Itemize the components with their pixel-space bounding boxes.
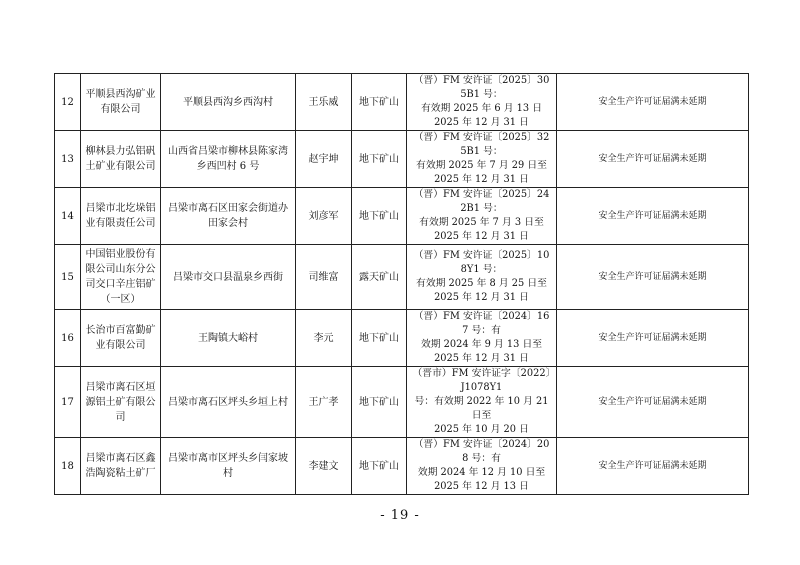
company-address: 吕梁市离市区坪头乡闫家坡村 [161, 438, 296, 495]
row-number: 15 [55, 245, 81, 310]
permit-info [407, 188, 557, 245]
permit-info-line: 2025 年 12 月 31 日 [434, 174, 529, 185]
permit-info-line: （晋市）FM 安许证字〔2022〕J1078Y1 [412, 368, 551, 393]
permit-info [407, 367, 557, 438]
row-number: 14 [55, 188, 81, 245]
permit-info-line: （晋）FM 安许证〔2025〕325B1 号： [413, 132, 550, 157]
permit-status: 安全生产许可证届满未延期 [557, 74, 749, 131]
table-row [55, 131, 749, 188]
mine-type: 地下矿山 [352, 188, 407, 245]
mine-type: 地下矿山 [352, 438, 407, 495]
company-name: 吕梁市离石区垣源铝土矿有限公司 [81, 367, 161, 438]
company-name: 平顺县西沟矿业有限公司 [81, 74, 161, 131]
permit-info-line: （晋）FM 安许证〔2025〕108Y1 号： [413, 250, 550, 275]
permit-info-line: （晋）FM 安许证〔2024〕167 号：有 [413, 311, 550, 336]
permit-info-line: 效期 2024 年 9 月 13 日至 [420, 339, 543, 350]
row-number: 13 [55, 131, 81, 188]
permit-info-line: （晋）FM 安许证〔2024〕208 号：有 [413, 439, 550, 464]
row-number: 17 [55, 367, 81, 438]
table-row [55, 367, 749, 438]
row-number: 16 [55, 310, 81, 367]
permit-info-line: 有效期 2025 年 8 月 25 日至 [416, 278, 547, 289]
table-row [55, 74, 749, 131]
legal-representative: 李元 [296, 310, 352, 367]
permit-info-line: 2025 年 12 月 31 日 [434, 231, 529, 242]
company-address: 吕梁市离石区坪头乡垣上村 [161, 367, 296, 438]
table-row [55, 245, 749, 310]
permit-info-line: 2025 年 12 月 31 日 [434, 292, 529, 303]
permit-info-line: 有效期 2025 年 7 月 3 日至 [419, 217, 544, 228]
mine-type: 地下矿山 [352, 310, 407, 367]
legal-representative: 李建文 [296, 438, 352, 495]
permit-info [407, 131, 557, 188]
permit-table [54, 73, 749, 495]
permit-status: 安全生产许可证届满未延期 [557, 438, 749, 495]
company-name: 中国铝业股份有限公司山东分公司交口辛庄铝矿（一区） [81, 245, 161, 310]
company-name: 长治市百富勤矿业有限公司 [81, 310, 161, 367]
permit-info-line: 有效期 2025 年 6 月 13 日 [420, 103, 543, 114]
permit-status: 安全生产许可证届满未延期 [557, 310, 749, 367]
legal-representative: 赵宇坤 [296, 131, 352, 188]
legal-representative: 王乐威 [296, 74, 352, 131]
table-row [55, 310, 749, 367]
company-address: 山西省吕梁市柳林县陈家湾乡西凹村 6 号 [161, 131, 296, 188]
legal-representative: 司维富 [296, 245, 352, 310]
permit-status: 安全生产许可证届满未延期 [557, 367, 749, 438]
permit-info-line: 2025 年 12 月 31 日 [434, 353, 529, 364]
permit-status: 安全生产许可证届满未延期 [557, 245, 749, 310]
permit-info [407, 310, 557, 367]
permit-info [407, 74, 557, 131]
company-name: 柳林县力弘铝矾土矿业有限公司 [81, 131, 161, 188]
company-address: 吕梁市交口县温泉乡西街 [161, 245, 296, 310]
mine-type: 地下矿山 [352, 74, 407, 131]
permit-info [407, 438, 557, 495]
table-row [55, 438, 749, 495]
company-name: 吕梁市北圪垛铝业有限责任公司 [81, 188, 161, 245]
permit-info-line: 有效期 2025 年 7 月 29 日至 [416, 160, 547, 171]
company-address: 王陶镇大峪村 [161, 310, 296, 367]
mine-type: 露天矿山 [352, 245, 407, 310]
permit-table-body [55, 74, 749, 495]
permit-info-line: （晋）FM 安许证〔2025〕305B1 号： [413, 75, 550, 100]
company-address: 平顺县西沟乡西沟村 [161, 74, 296, 131]
permit-status: 安全生产许可证届满未延期 [557, 131, 749, 188]
mine-type: 地下矿山 [352, 367, 407, 438]
row-number: 18 [55, 438, 81, 495]
mine-type: 地下矿山 [352, 131, 407, 188]
table-row [55, 188, 749, 245]
permit-info-line: 效期 2024 年 12 月 10 日至 [417, 467, 546, 478]
row-number: 12 [55, 74, 81, 131]
company-address: 吕梁市离石区田家会街道办田家会村 [161, 188, 296, 245]
page-number: - 19 - [380, 508, 420, 523]
permit-info-line: 2025 年 10 月 20 日 [434, 424, 529, 435]
permit-info [407, 245, 557, 310]
company-name: 吕梁市离石区鑫浩陶瓷粘土矿厂 [81, 438, 161, 495]
permit-info-line: 号：有效期 2022 年 10 月 21 日至 [414, 396, 549, 421]
legal-representative: 刘彦军 [296, 188, 352, 245]
permit-info-line: 2025 年 12 月 31 日 [434, 117, 529, 128]
legal-representative: 王广孝 [296, 367, 352, 438]
permit-info-line: 2025 年 12 月 13 日 [434, 481, 529, 492]
permit-status: 安全生产许可证届满未延期 [557, 188, 749, 245]
permit-info-line: （晋）FM 安许证〔2025〕242B1 号： [413, 189, 550, 214]
